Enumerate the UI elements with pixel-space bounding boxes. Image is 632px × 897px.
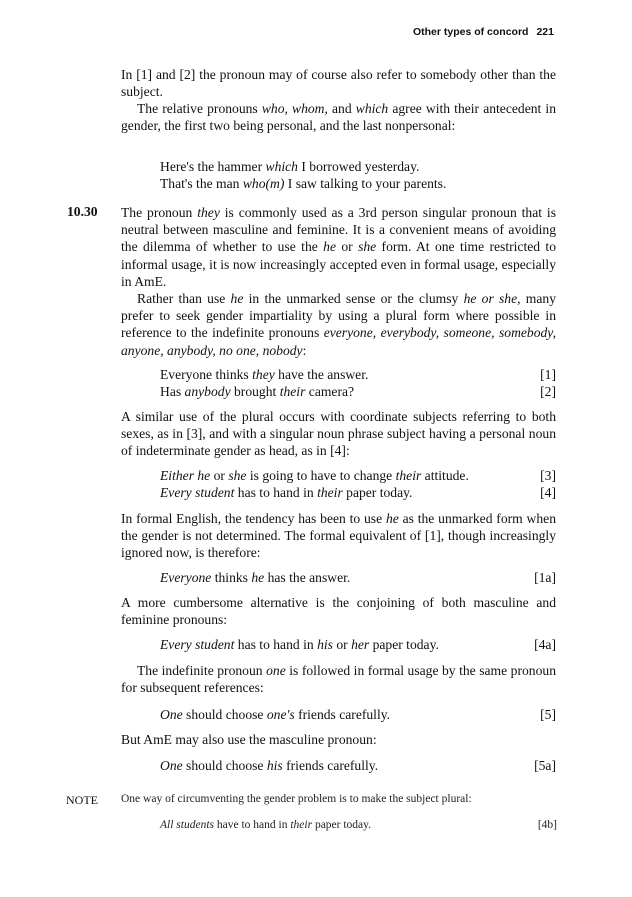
example-block-relative <box>160 158 556 192</box>
example-line: That's the man who(m) I saw talking to your parents. <box>160 176 447 192</box>
note-text: One way of circumventing the gender problem is to make the subject plural: <box>121 793 472 805</box>
example-4a: Every student has to hand in his or her paper today. [4a] <box>160 637 556 652</box>
paragraph-ame-masculine: But AmE may also use the masculine pronoun: <box>121 732 377 747</box>
example-label: [4a] <box>534 637 556 652</box>
example-label: [4b] <box>537 819 557 831</box>
example-5: One should choose one's friends carefully. [5] <box>160 707 556 722</box>
example-4: Every student has to hand in their paper today. [4] <box>160 485 556 501</box>
page-number: 221 <box>536 26 554 38</box>
running-title: Other types of concord <box>412 26 529 38</box>
example-label: [5] <box>540 707 556 722</box>
example-block-4a <box>160 636 556 653</box>
example-label: [3] <box>540 468 556 483</box>
example-label: [5a] <box>534 758 556 773</box>
note-example-4b: All students have to hand in their paper today. [4b] <box>160 819 557 831</box>
example-label: [2] <box>540 384 556 400</box>
note-label: NOTE <box>66 793 98 807</box>
paragraph-they-singular: The pronoun they is commonly used as a 3rd person singular pronoun that is neutral between masculine and feminine. It is a convenient means of avoiding the dilemma of whether to use the he or she form. At one time restricted to informal usage, it is now increasingly accepted even in formal usage, especially in AmE. <box>121 205 556 289</box>
example-label: [4] <box>540 485 556 501</box>
section-number: 10.30 <box>67 204 98 219</box>
paragraph-cumbersome-alternative: A more cumbersome alternative is the conjoining of both masculine and feminine pronouns: <box>121 595 556 628</box>
paragraph-coordinate-subjects: A similar use of the plural occurs with coordinate subjects referring to both sexes, as in [3], and with a singular noun phrase subject having a personal noun of indeterminate gender as head, as in [4]: <box>121 409 556 459</box>
example-label: [1] <box>540 367 556 382</box>
example-block-3-4 <box>160 467 556 501</box>
example-1a: Everyone thinks he has the answer. [1a] <box>160 570 556 585</box>
example-label: [1a] <box>534 570 556 585</box>
example-block-5 <box>160 706 556 723</box>
paragraph-subject-reference: In [1] and [2] the pronoun may of course also refer to somebody other than the subject. <box>121 67 556 100</box>
example-5a: One should choose his friends carefully. [5a] <box>160 758 556 773</box>
example-2: Has anybody brought their camera? [2] <box>160 384 556 400</box>
example-block-1a <box>160 569 556 586</box>
running-header <box>413 26 554 38</box>
example-line: Here's the hammer which I borrowed yesterday. <box>160 159 420 174</box>
paragraph-formal-english: In formal English, the tendency has been to use he as the unmarked form when the gender is not determined. The formal equivalent of [1], though increasingly ignored now, is therefore: <box>121 511 556 561</box>
paragraph-gender-impartiality: Rather than use he in the unmarked sense or the clumsy he or she, many prefer to seek gender impartiality by using a plural form where possible in reference to the indefinite pronouns everyone, everybody, someone, somebody, anyone, anybody, no one, nobody: <box>121 291 556 358</box>
example-1: Everyone thinks they have the answer. [1] <box>160 367 556 382</box>
paragraph-indefinite-one: The indefinite pronoun one is followed in formal usage by the same pronoun for subsequent references: <box>121 663 556 696</box>
example-block-1-2 <box>160 366 556 400</box>
example-block-5a <box>160 757 556 774</box>
example-3: Either he or she is going to have to change their attitude. [3] <box>160 468 556 483</box>
paragraph-relative-pronouns: The relative pronouns who, whom, and which agree with their antecedent in gender, the first two being personal, and the last nonpersonal: <box>121 101 556 134</box>
